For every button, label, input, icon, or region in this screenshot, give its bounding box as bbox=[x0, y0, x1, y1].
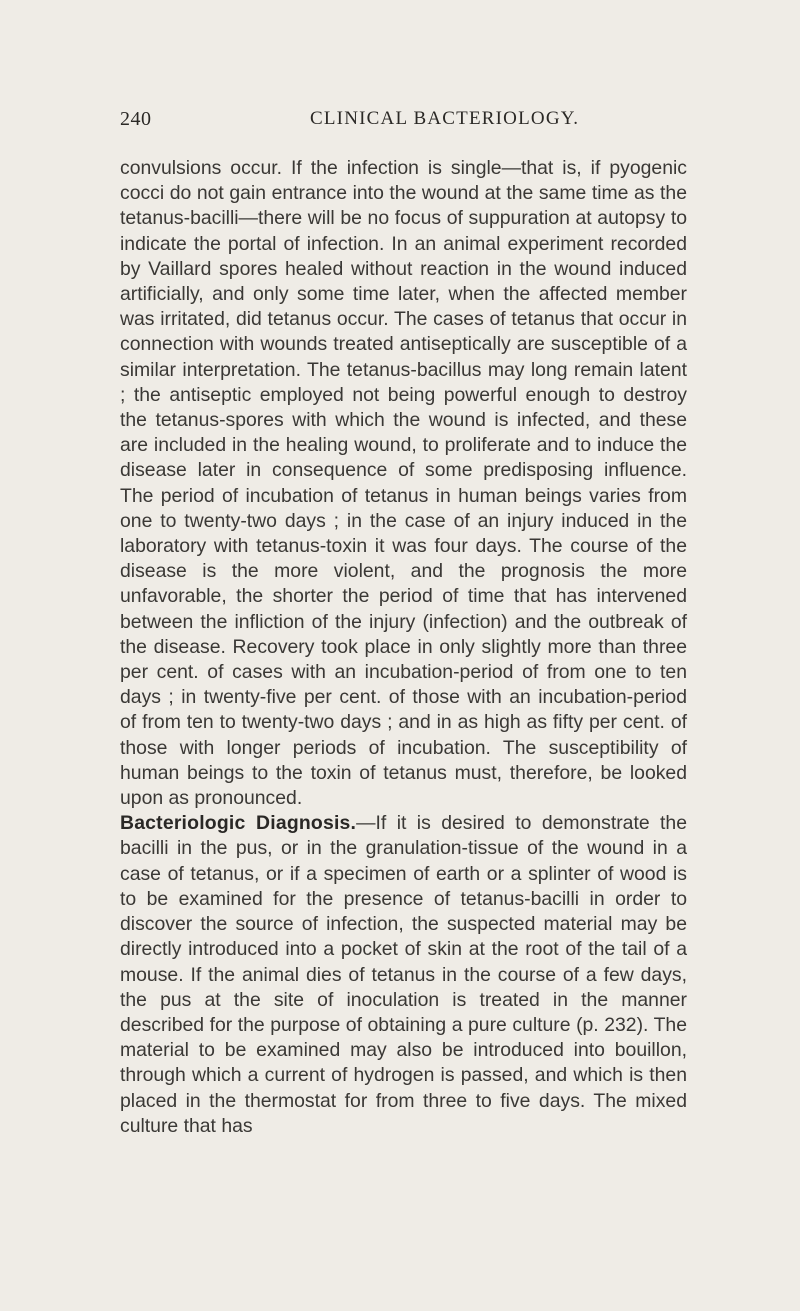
paragraph-text: —If it is desired to demonstrate the bacilli in the pus, or in the granulation-tissue of the wound in a case of tetanus, or if a specimen of earth or a splinter of wood is to be examined for the presence of tetanus-bacilli in order to discover the source of infection, the suspected material may be directly introduced into a pocket of skin at the root of the tail of a mouse. If the animal dies of tetanus in the course of a few days, the pus at the site of inoculation is treated in the manner described for the purpose of obtaining a pure culture (p. 232). The material to be examined may also be introduced into bouillon, through which a current of hydrogen is passed, and which is then placed in the thermostat for from three to five days. The mixed culture that has bbox=[120, 812, 687, 1137]
paragraph: convulsions occur. If the infection is single—that is, if pyogenic cocci do not gain entrance into the wound at the same time as the tetanus-bacilli—there will be no focus of suppuration at autopsy to indicate the portal of infection. In an animal experiment recorded by Vaillard spores healed without reaction in the wound induced artificially, and only some time later, when the affected member was irritated, did tetanus occur. The cases of tetanus that occur in connection with wounds treated antiseptically are susceptible of a similar interpretation. The tetanus-bacillus may long remain latent ; the antiseptic employed not being powerful enough to destroy the tetanus-spores with which the wound is infected, and these are included in the healing wound, to proliferate and to induce the disease later in consequence of some predisposing influence. The period of incubation of tetanus in human beings varies from one to twenty-two days ; in the case of an injury induced in the laboratory with tetanus-toxin it was four days. The course of the disease is the more violent, and the prognosis the more unfavorable, the shorter the period of time that has intervened between the infliction of the injury (infection) and the outbreak of the disease. Recovery took place in only slightly more than three per cent. of cases with an incubation-period of from one to ten days ; in twenty-five per cent. of those with an incubation-period of from ten to twenty-two days ; and in as high as fifty per cent. of those with longer periods of incubation. The susceptibility of human beings to the toxin of tetanus must, therefore, be looked upon as pronounced. bbox=[120, 157, 687, 810]
body-text bbox=[120, 156, 687, 1139]
page-number: 240 bbox=[120, 108, 152, 130]
running-title: CLINICAL BACTERIOLOGY. bbox=[310, 108, 580, 129]
section-heading: Bacteriologic Diagnosis. bbox=[120, 812, 357, 835]
running-header bbox=[120, 108, 687, 138]
paragraph-with-heading bbox=[120, 811, 687, 1139]
